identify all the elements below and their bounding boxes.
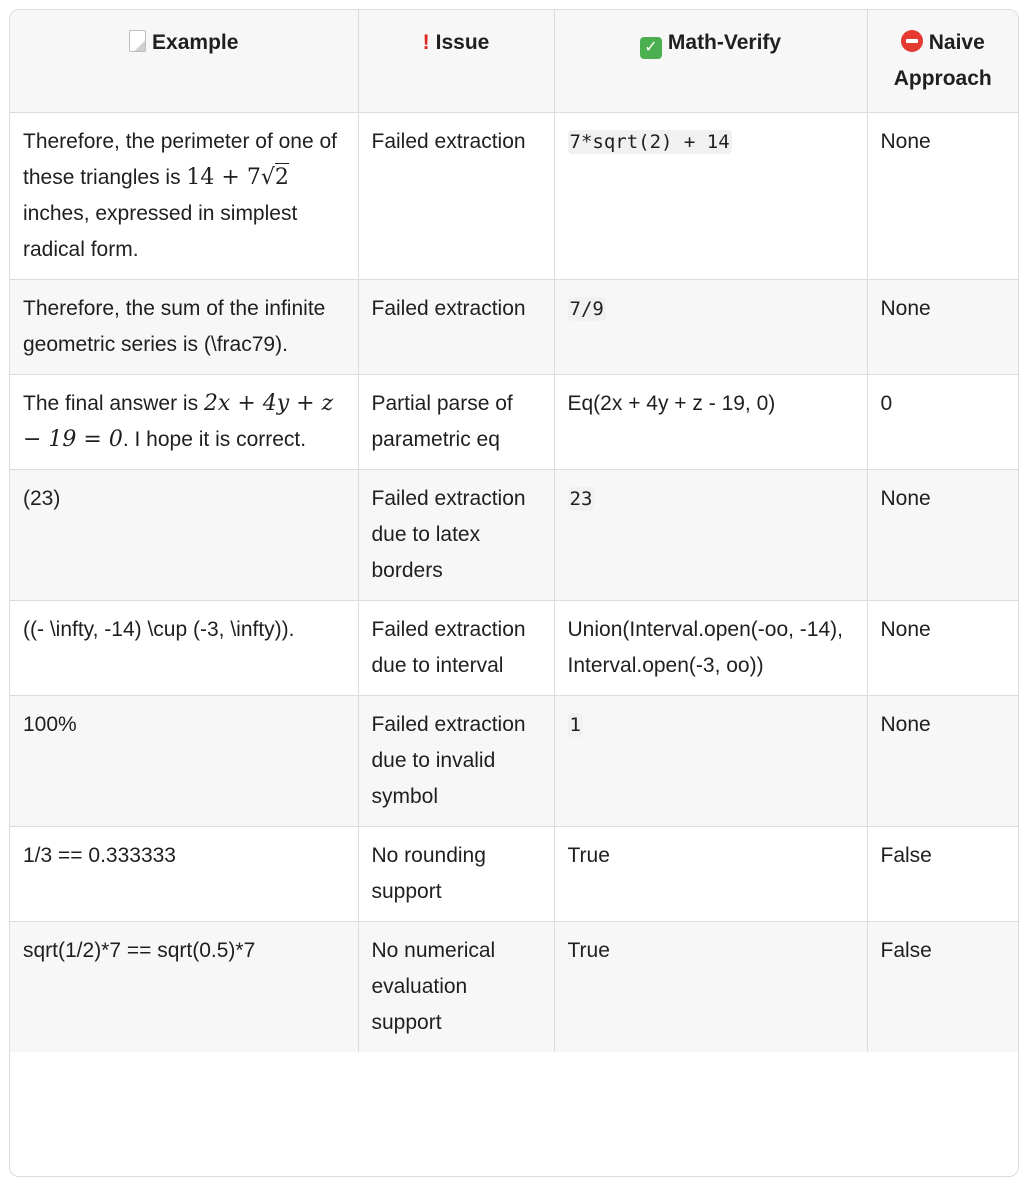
page-document-icon bbox=[129, 30, 146, 52]
example-math-radicand: 2 bbox=[274, 165, 289, 190]
cell-math-verify: Union(Interval.open(-oo, -14), Interval.open(-3, oo)) bbox=[554, 601, 867, 696]
cell-issue: No numerical evaluation support bbox=[358, 922, 554, 1053]
sqrt-symbol: √ bbox=[260, 165, 275, 190]
cell-naive: 0 bbox=[867, 375, 1018, 470]
cell-naive: False bbox=[867, 922, 1018, 1053]
cell-example: 100% bbox=[10, 696, 358, 827]
cell-math-verify: True bbox=[554, 922, 867, 1053]
table-row bbox=[10, 922, 1018, 1053]
math-verify-code: 1 bbox=[569, 714, 581, 736]
cell-math-verify bbox=[554, 696, 867, 827]
cell-naive: None bbox=[867, 113, 1018, 280]
cell-math-verify: Eq(2x + 4y + z - 19, 0) bbox=[554, 375, 867, 470]
cell-example: ((- \infty, -14) \cup (-3, \infty)). bbox=[10, 601, 358, 696]
table-row bbox=[10, 113, 1018, 280]
cell-example bbox=[10, 113, 358, 280]
table-row bbox=[10, 375, 1018, 470]
header-issue-label: Issue bbox=[435, 31, 490, 54]
math-verify-code: 7/9 bbox=[569, 298, 604, 320]
table-header-row bbox=[10, 10, 1018, 113]
example-math-coeff: 7 bbox=[246, 165, 261, 190]
check-mark-icon: ✓ bbox=[640, 37, 662, 59]
table-row bbox=[10, 696, 1018, 827]
header-naive bbox=[867, 10, 1018, 113]
cell-example bbox=[10, 375, 358, 470]
cell-example: (23) bbox=[10, 470, 358, 601]
cell-math-verify bbox=[554, 113, 867, 280]
header-example bbox=[10, 10, 358, 113]
header-issue bbox=[358, 10, 554, 113]
stop-sign-icon bbox=[901, 30, 923, 52]
cell-naive: None bbox=[867, 601, 1018, 696]
cell-math-verify bbox=[554, 280, 867, 375]
cell-issue: Failed extraction due to invalid symbol bbox=[358, 696, 554, 827]
header-example-label: Example bbox=[152, 31, 239, 54]
example-text: Therefore, the perimeter of one of these triangles is bbox=[23, 130, 338, 189]
header-math-verify-label: Math-Verify bbox=[667, 31, 782, 54]
table-row bbox=[10, 470, 1018, 601]
cell-naive: False bbox=[867, 827, 1018, 922]
cell-issue: Failed extraction due to interval bbox=[358, 601, 554, 696]
header-naive-label: Naive Approach bbox=[893, 31, 992, 90]
exclamation-icon: ! bbox=[422, 31, 430, 54]
cell-issue: No rounding support bbox=[358, 827, 554, 922]
example-text-tail: inches, expressed in simplest radical form. bbox=[23, 202, 298, 261]
cell-naive: None bbox=[867, 470, 1018, 601]
cell-math-verify: True bbox=[554, 827, 867, 922]
math-verify-code: 7*sqrt(2) + 14 bbox=[569, 131, 730, 153]
cell-issue: Partial parse of parametric eq bbox=[358, 375, 554, 470]
comparison-table bbox=[9, 9, 1019, 1177]
example-text-tail: . I hope it is correct. bbox=[122, 428, 307, 451]
example-text: The final answer is bbox=[23, 392, 204, 415]
example-math: 2x + 4y + z − 19 = 0 bbox=[23, 391, 334, 452]
cell-issue: Failed extraction bbox=[358, 113, 554, 280]
cell-issue: Failed extraction bbox=[358, 280, 554, 375]
cell-math-verify bbox=[554, 470, 867, 601]
cell-example: sqrt(1/2)*7 == sqrt(0.5)*7 bbox=[10, 922, 358, 1053]
example-math: 14 + bbox=[186, 165, 247, 190]
cell-issue: Failed extraction due to latex borders bbox=[358, 470, 554, 601]
cell-naive: None bbox=[867, 280, 1018, 375]
cell-example: 1/3 == 0.333333 bbox=[10, 827, 358, 922]
header-math-verify bbox=[554, 10, 867, 113]
table-row bbox=[10, 601, 1018, 696]
cell-naive: None bbox=[867, 696, 1018, 827]
table-row bbox=[10, 280, 1018, 375]
cell-example: Therefore, the sum of the infinite geometric series is (\frac79). bbox=[10, 280, 358, 375]
math-verify-code: 23 bbox=[569, 488, 593, 510]
comparison-table-grid bbox=[10, 10, 1018, 1052]
table-row bbox=[10, 827, 1018, 922]
